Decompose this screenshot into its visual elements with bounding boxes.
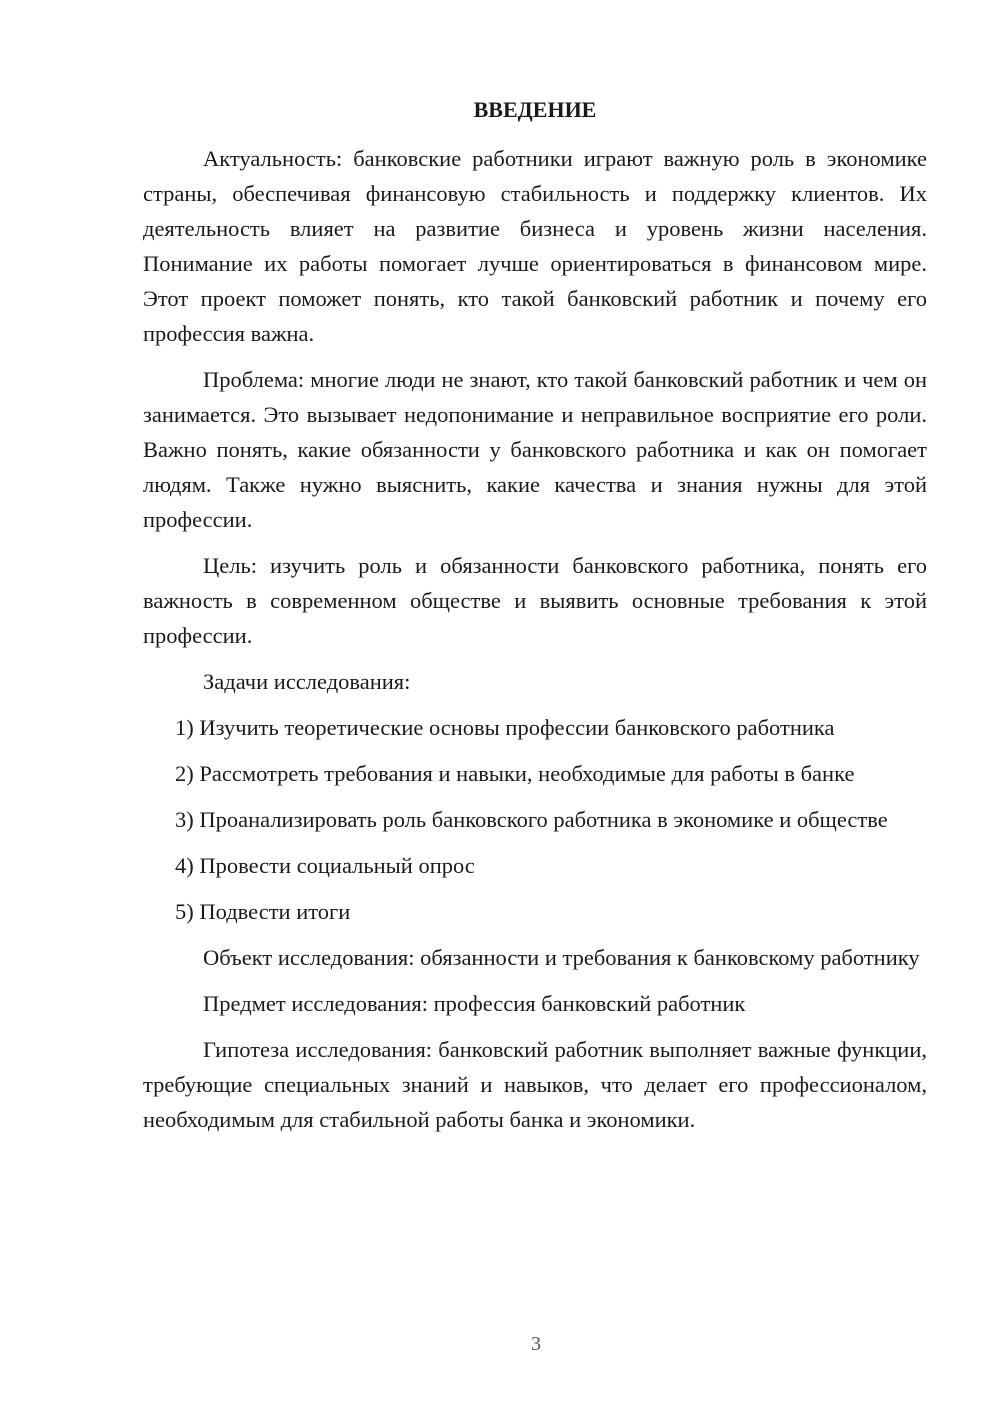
page-number: 3 (531, 1333, 541, 1355)
task-item: 2) Рассмотреть требования и навыки, необходимые для работы в банке (175, 761, 855, 786)
object-paragraph: Объект исследования: обязанности и требования к банковскому работнику (203, 945, 920, 970)
task-item: 1) Изучить теоретические основы профессии банковского работника (175, 715, 835, 740)
subject-paragraph: Предмет исследования: профессия банковский работник (203, 991, 746, 1016)
task-item: 3) Проанализировать роль банковского работника в экономике и обществе (175, 807, 888, 832)
page-title: ВВЕДЕНИЕ (473, 97, 597, 122)
hypothesis-paragraph: Гипотеза исследования: банковский работник выполняет важные функции, требующие специальных знаний и навыков, что делает его профессионалом, необходимым для стабильной работы банка и экономики. (143, 1037, 927, 1132)
tasks-heading: Задачи исследования: (203, 669, 411, 694)
relevance-paragraph: Актуальность: банковские работники играют важную роль в экономике страны, обеспечивая финансовую стабильность и поддержку клиентов. Их деятельность влияет на развитие бизнеса и уровень жизни населения. Понимание их работы помогает лучше ориентироваться в финансовом мире. Этот проект поможет понять, кто такой банковский работник и почему его профессия важна. (143, 146, 927, 346)
problem-paragraph: Проблема: многие люди не знают, кто такой банковский работник и чем он занимается. Это вызывает недопонимание и неправильное восприятие его роли. Важно понять, какие обязанности у банковского работника и как он помогает людям. Также нужно выяснить, какие качества и знания нужны для этой профессии. (143, 367, 927, 532)
goal-paragraph: Цель: изучить роль и обязанности банковского работника, понять его важность в современном обществе и выявить основные требования к этой профессии. (143, 553, 927, 648)
document-page (143, 92, 927, 1148)
task-item: 5) Подвести итоги (175, 899, 351, 924)
task-item: 4) Провести социальный опрос (175, 853, 475, 878)
